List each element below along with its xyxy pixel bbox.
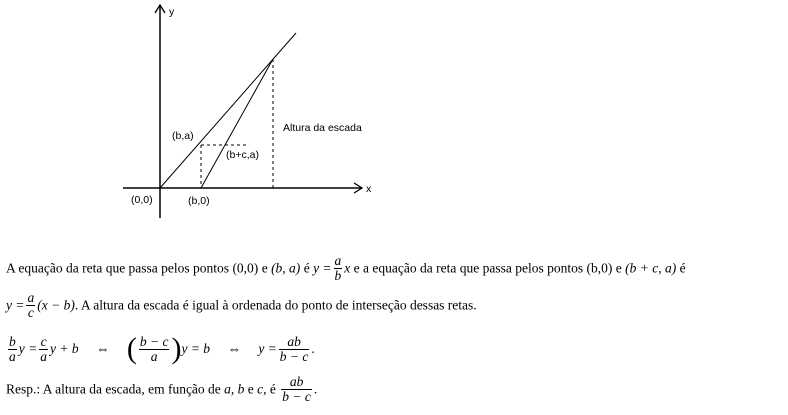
numerator: a [334,253,342,268]
answer-line [6,375,317,404]
iff-symbol: ⇔ [227,341,241,356]
fraction-a-over-c [26,291,35,320]
fraction-ab-over-b-minus-c [279,335,310,364]
text-segment: e a equação da reta que passa pelos pontos [353,260,584,276]
variables: a, b [224,381,245,397]
fraction-a-over-b [334,254,343,283]
answer-text: Resp.: A altura da escada, em função de [6,381,221,397]
equation-lhs: y = [6,297,25,313]
equation-term: y = [18,341,38,356]
period: . [313,381,318,397]
verb: é [679,260,686,276]
denominator: c [27,305,34,320]
y-axis-label: y [169,6,175,18]
origin-label: (0,0) [131,194,153,206]
text-line-1 [6,254,686,283]
verb: é [269,381,276,397]
denominator: b − c [279,348,309,364]
point-ba-label: (b,a) [172,130,194,142]
point-b-0: (b,0) [586,260,613,276]
line-through-origin [160,33,296,188]
ladder-line [201,59,273,188]
numerator: c [40,333,47,349]
point-bca-label: (b+c,a) [226,149,259,161]
denominator: a [9,348,16,364]
conjunction: e [261,260,268,276]
fraction-b-over-a [8,335,17,364]
equation-lhs: y = [258,341,277,356]
height-label: Altura da escada [283,122,362,134]
denominator: a [40,348,47,364]
text-segment: . A altura da escada é igual à ordenada do ponto de interseção dessas retas. [74,297,477,313]
point-b-plus-c-a: (b + c, a) [625,260,677,276]
numerator: a [27,290,35,305]
period: . [311,341,315,356]
point-b0-label: (b,0) [188,195,210,207]
numerator: b [9,333,16,349]
denominator: b − c [282,389,311,404]
point-0-0: (0,0) [232,260,259,276]
variable-c: c, [257,381,267,397]
equation-lhs: y = [313,260,332,276]
text-line-3 [6,333,315,365]
verb: é [303,260,310,276]
equation-term: y = b [181,341,211,356]
text-segment: A equação da reta que passa pelos pontos [6,260,230,276]
iff-symbol: ⇔ [95,341,110,356]
fraction-c-over-a [39,335,48,364]
left-paren: ( [126,332,137,365]
numerator: b − c [139,333,169,349]
point-b-a: (b, a) [271,260,301,276]
numerator: ab [281,375,312,390]
equation-term: y + b [49,341,79,356]
right-paren: ) [171,332,182,365]
fraction-b-minus-c-over-a [139,335,170,364]
variable-x: x [344,260,351,276]
answer-fraction [281,375,312,404]
denominator: a [150,348,158,364]
x-axis-label: x [366,183,372,195]
conjunction: e [247,381,254,397]
denominator: b [334,268,342,283]
conjunction: e [615,260,622,276]
numerator: ab [279,335,310,350]
equation-rest: (x − b) [37,297,75,313]
text-line-2 [6,291,477,320]
